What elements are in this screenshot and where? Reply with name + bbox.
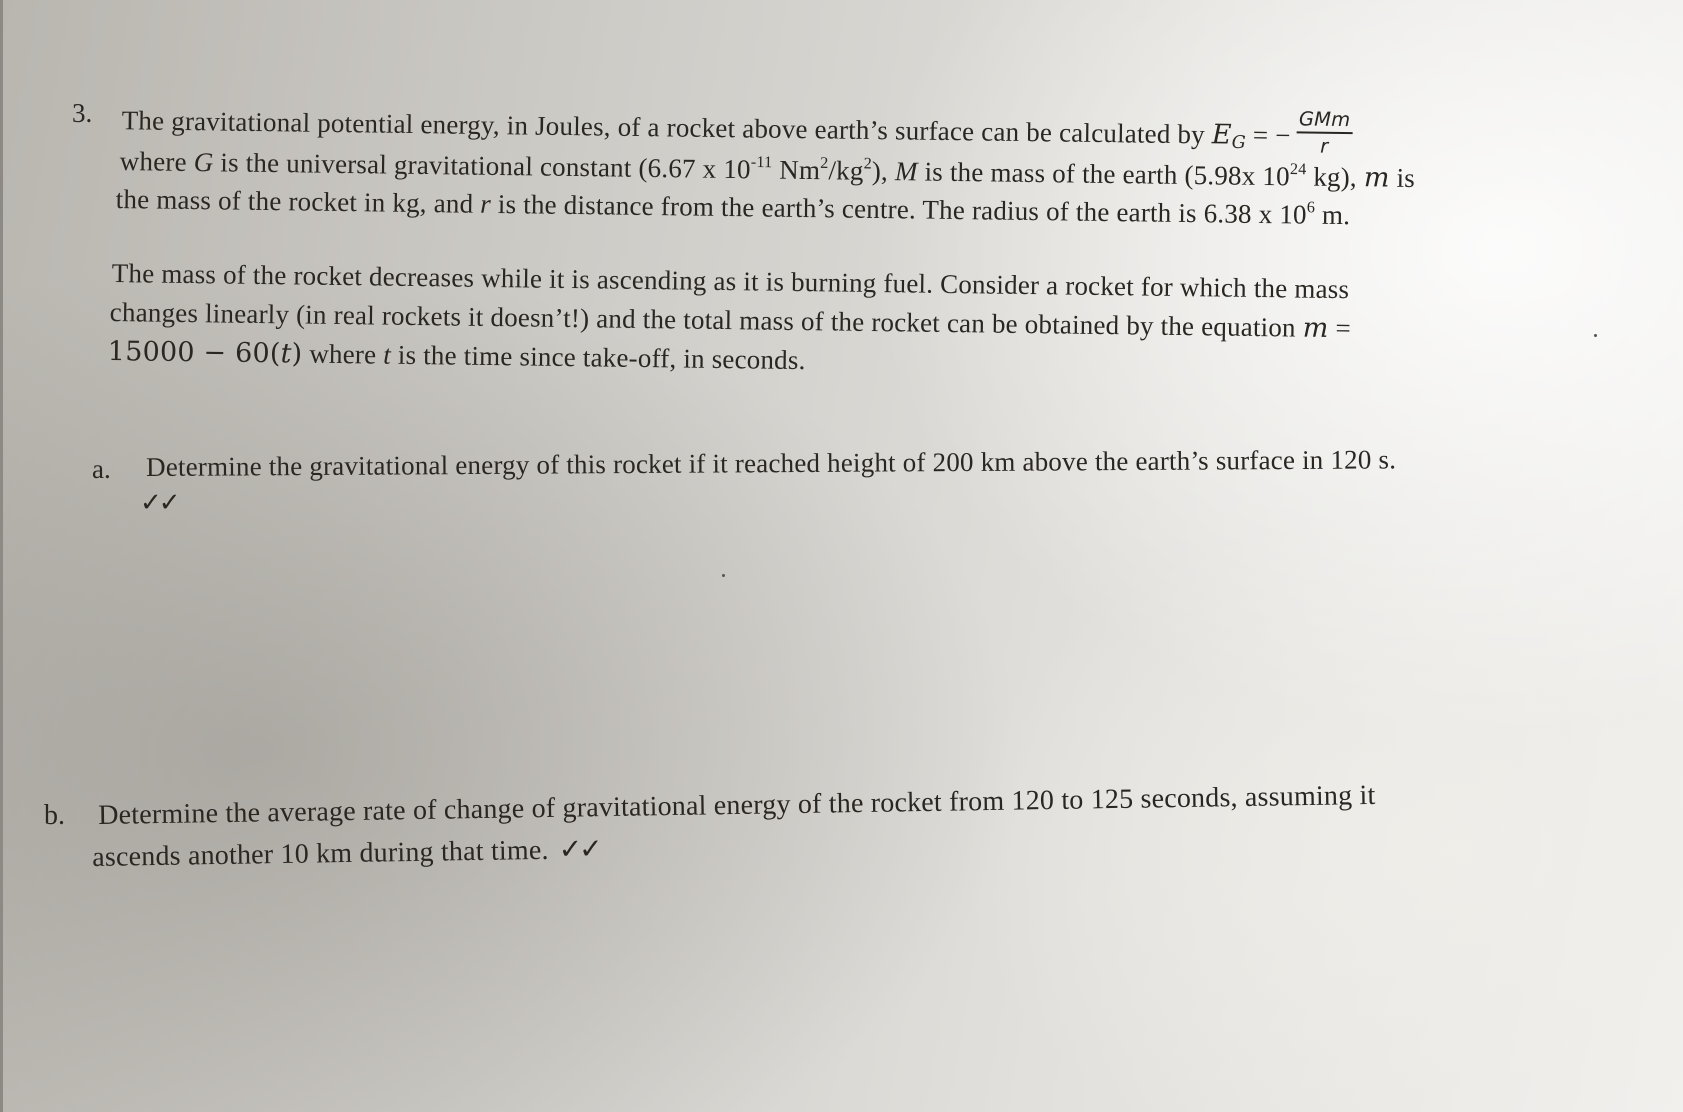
part-b-line-1: Determine the average rate of change of gravitational energy of the rocket from 120 to 125 seconds, assuming it xyxy=(98,779,1376,831)
part-a-label: a. xyxy=(92,454,111,484)
part-a-checkmarks: ✓✓ xyxy=(140,488,178,518)
question-line-2: where G is the universal gravitational constant (6.67 x $10^{-11}$ $Nm^2/kg^2$), M is the mass of the earth (5.98x $10^{24}$ kg), m is xyxy=(119,146,1416,194)
formula-fraction xyxy=(1296,107,1352,158)
paper-speck xyxy=(722,574,725,577)
part-b-label: b. xyxy=(44,800,65,831)
part-b-line-2: ascends another 10 km during that time. ✓✓ xyxy=(92,832,600,873)
part-b-checkmarks: ✓✓ xyxy=(558,832,600,866)
fraction-numerator: GMm xyxy=(1297,107,1353,134)
question-text: The gravitational potential energy, in Joules, of a rocket above earth’s surface can be calculated by xyxy=(121,105,1213,150)
paper-speck xyxy=(1594,334,1597,337)
paragraph-2-line-1: The mass of the rocket decreases while it is ascending as it is burning fuel. Consider a rocket for which the mass xyxy=(111,258,1350,305)
part-a-text: Determine the gravitational energy of this rocket if it reached height of 200 km above the earth’s surface in 120 s. xyxy=(146,444,1397,482)
paragraph-2-line-2: changes linearly (in real rockets it doesn’t!) and the total mass of the rocket can be obtained by the equation m = xyxy=(109,297,1352,344)
question-number: 3. xyxy=(72,98,93,128)
page-edge xyxy=(0,0,3,1112)
fraction-denominator: r xyxy=(1320,134,1329,158)
energy-symbol: $E_G$ xyxy=(1211,119,1246,154)
equals-minus: = − xyxy=(1245,119,1291,151)
question-line-3: the mass of the rocket in kg, and r is the distance from the earth’s centre. The radius of the earth is 6.38 x $10^6$ m. xyxy=(115,184,1351,231)
paragraph-2-line-3: 15000 − 60(t) where t is the time since take-off, in seconds. xyxy=(107,336,806,376)
